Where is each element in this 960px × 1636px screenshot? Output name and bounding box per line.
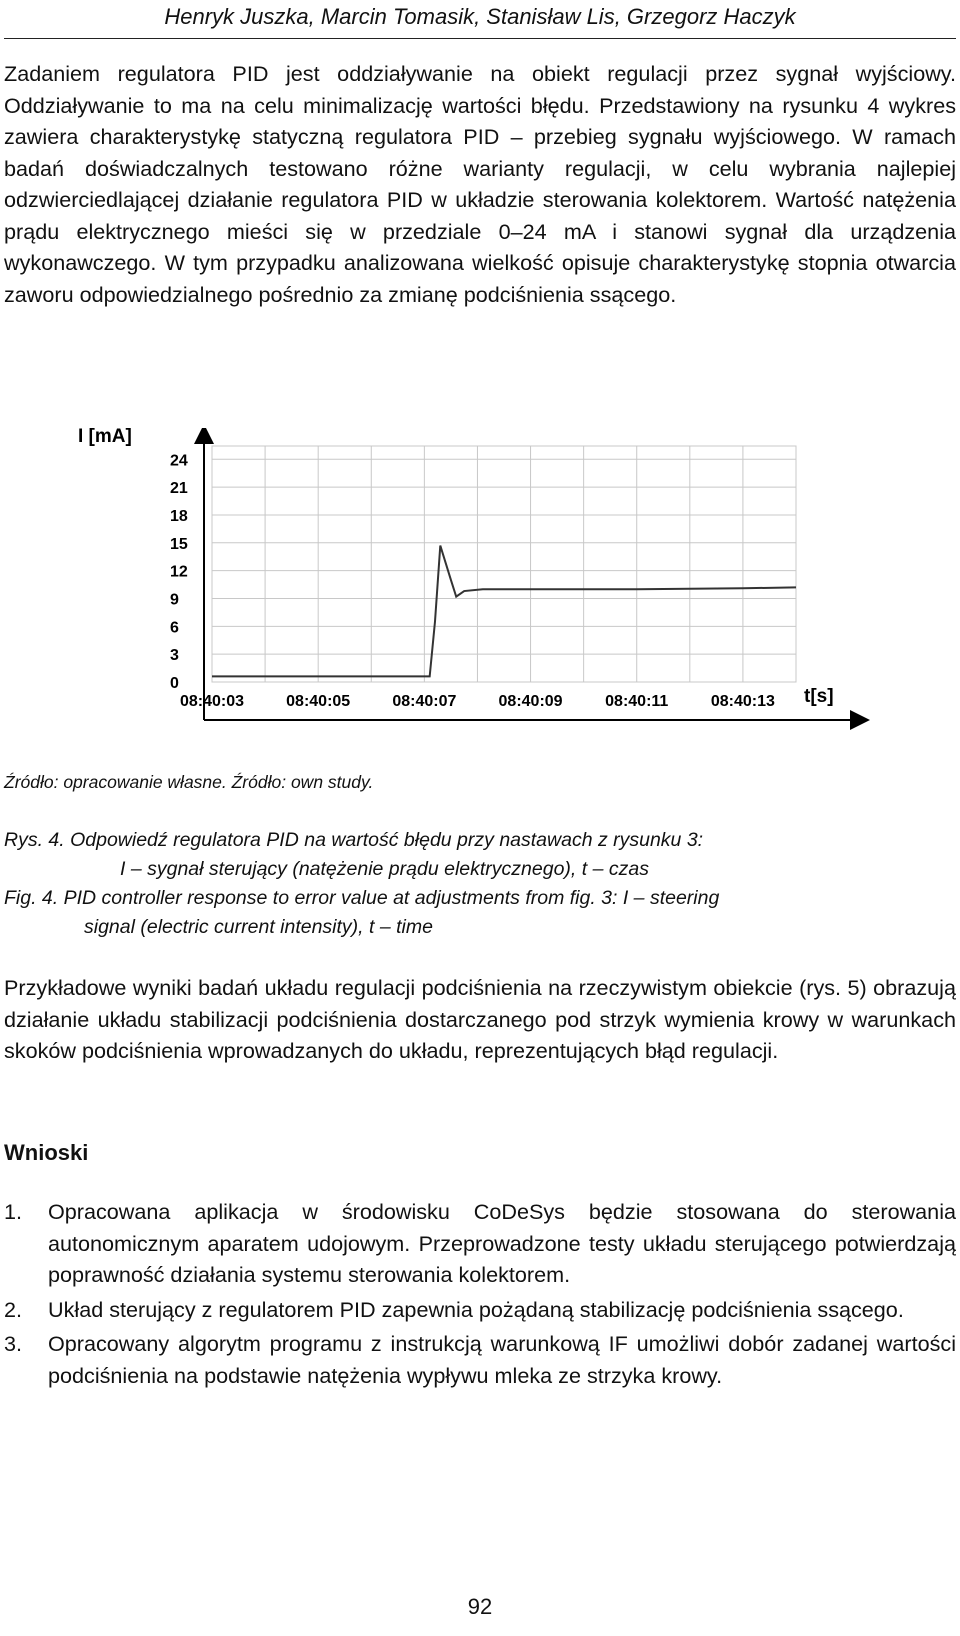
chart-y-tick-label: 3: [170, 647, 179, 665]
conclusion-text: Układ sterujący z regulatorem PID zapewnia pożądaną stabilizację podciśnienia ssącego.: [48, 1296, 904, 1322]
chart-y-tick-label: 6: [170, 619, 179, 637]
chart-svg: [60, 428, 900, 768]
figure-source: Źródło: opracowanie własne. Źródło: own study.: [4, 772, 374, 792]
header-rule: [4, 38, 956, 39]
chart-plot-frame: [212, 446, 796, 682]
figure-caption-pl: [4, 826, 956, 884]
chart-y-axis-label: I [mA]: [78, 428, 132, 447]
chart-y-tick-label: 15: [170, 535, 188, 553]
chart-grid: [212, 446, 796, 682]
caption-en-line1: Fig. 4. PID controller response to error value at adjustments from fig. 3: I – steering: [4, 887, 720, 909]
body-paragraph-1: Zadaniem regulatora PID jest oddziaływanie na obiekt regulacji przez sygnał wyjściowy. Oddziaływanie to ma na celu minimalizację wartości błędu. Przedstawiony na rysunku 4 wykres zawiera charakterystykę statyczną regulatora PID – przebieg sygnału wyjściowego. W ramach badań doświadczalnych testowano różne warianty regulacji, w celu wybrania najlepiej odzwierciedlającej działanie regulatora PID w układzie sterowania kolektorem. Wartość natężenia prądu elektrycznego mieści się w przedziale 0–24 mA i stanowi sygnał dla urządzenia wykonawczego. W tym przypadku analizowana wielkość opisuje charakterystykę stopnia otwarcia zaworu odpowiedzialnego pośrednio za zmianę podciśnienia ssącego.: [4, 61, 956, 307]
conclusion-text: Opracowana aplikacja w środowisku CoDeSys będzie stosowana do sterowania autonomicznym aparatem udojowym. Przeprowadzone testy układu sterującego potwierdzają poprawność działania systemu sterowania kolektorem.: [48, 1199, 956, 1287]
caption-pl-line2: I – sygnał sterujący (natężenie prądu elektrycznego), t – czas: [120, 858, 649, 880]
chart-y-tick-label: 21: [170, 480, 188, 498]
conclusions-list: [4, 1196, 956, 1394]
conclusion-item: [4, 1196, 956, 1291]
chart-x-tick-label: 08:40:09: [498, 693, 563, 710]
conclusion-number: 1.: [4, 1199, 23, 1224]
running-header: Henryk Juszka, Marcin Tomasik, Stanisław Lis, Grzegorz Haczyk: [164, 4, 796, 29]
conclusion-item: [4, 1294, 956, 1326]
chart-y-tick-label: 18: [170, 507, 188, 525]
conclusion-text: Opracowany algorytm programu z instrukcją warunkową IF umożliwi dobór zadanej wartości podciśnienia na podstawie natężenia wypływu mleka ze strzyka krowy.: [48, 1331, 956, 1388]
conclusion-number: 3.: [4, 1331, 23, 1356]
chart-x-tick-label: 08:40:11: [605, 693, 669, 710]
body-paragraph-2: Przykładowe wyniki badań układu regulacji podciśnienia na rzeczywistym obiekcie (rys. 5) obrazują działanie układu stabilizacji podciśnienia dostarczanego pod strzyk wymienia krowy w warunkach skoków podciśnienia wprowadzanych do układu, reprezentujących błąd regulacji.: [4, 975, 956, 1063]
conclusion-number: 2.: [4, 1296, 23, 1322]
page-number: 92: [467, 1594, 493, 1619]
chart-x-tick-label: 08:40:07: [392, 693, 457, 710]
figure-caption-en: [4, 884, 956, 942]
chart-y-tick-label: 0: [170, 675, 179, 692]
chart-x-tick-label: 08:40:03: [179, 693, 245, 710]
chart-x-axis-label: t[s]: [804, 686, 834, 707]
chart-x-tick-label: 08:40:13: [710, 693, 775, 710]
figure-chart: [60, 428, 900, 768]
chart-y-tick-label: 24: [170, 452, 188, 470]
section-heading: Wnioski: [4, 1140, 89, 1165]
chart-x-tick-label: 08:40:05: [286, 693, 351, 710]
caption-en-line2: signal (electric current intensity), t – time: [84, 916, 433, 938]
conclusion-item: [4, 1328, 956, 1391]
chart-y-tick-label: 12: [170, 563, 188, 581]
chart-y-tick-label: 9: [170, 591, 179, 609]
caption-pl-line1: Rys. 4. Odpowiedź regulatora PID na wartość błędu przy nastawach z rysunku 3:: [4, 829, 704, 851]
